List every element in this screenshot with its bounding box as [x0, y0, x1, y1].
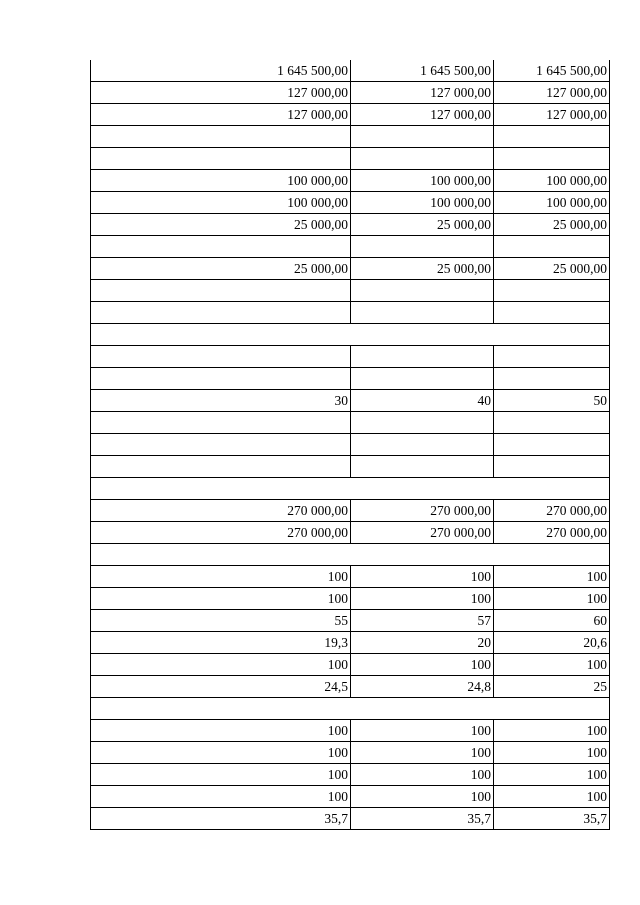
table-cell	[494, 302, 610, 324]
table-cell: 127 000,00	[351, 82, 494, 104]
table-row	[91, 764, 610, 786]
table-cell: 100	[351, 764, 494, 786]
table-cell: 127 000,00	[494, 104, 610, 126]
table-row	[91, 412, 610, 434]
table-cell: 100	[494, 742, 610, 764]
table-cell	[91, 148, 351, 170]
table-cell	[91, 302, 351, 324]
table-cell: 100 000,00	[91, 192, 351, 214]
table-cell: 270 000,00	[351, 522, 494, 544]
table-cell: 127 000,00	[351, 104, 494, 126]
table-cell	[351, 368, 494, 390]
table-row	[91, 632, 610, 654]
table-cell	[494, 434, 610, 456]
table-cell: 270 000,00	[91, 522, 351, 544]
table-row	[91, 324, 610, 346]
table-row	[91, 368, 610, 390]
table-cell: 270 000,00	[494, 500, 610, 522]
table-row	[91, 236, 610, 258]
table-cell-merged	[91, 698, 610, 720]
table-cell: 25 000,00	[494, 258, 610, 280]
table-cell: 24,8	[351, 676, 494, 698]
table-cell: 100	[351, 742, 494, 764]
table-cell	[494, 126, 610, 148]
table-cell: 100 000,00	[494, 170, 610, 192]
table-cell	[494, 148, 610, 170]
table-cell: 30	[91, 390, 351, 412]
table-cell	[91, 346, 351, 368]
table-body	[91, 60, 610, 830]
table-row	[91, 742, 610, 764]
table-cell	[91, 280, 351, 302]
table-row	[91, 654, 610, 676]
table-row	[91, 192, 610, 214]
table-cell	[494, 346, 610, 368]
table-cell: 100	[494, 588, 610, 610]
table-cell: 35,7	[91, 808, 351, 830]
table-cell-merged	[91, 544, 610, 566]
table-cell: 20	[351, 632, 494, 654]
table-cell: 100	[91, 588, 351, 610]
table-cell	[351, 148, 494, 170]
table-cell: 1 645 500,00	[351, 60, 494, 82]
table-cell: 25	[494, 676, 610, 698]
table-cell: 100 000,00	[494, 192, 610, 214]
table-cell: 25 000,00	[351, 258, 494, 280]
table-cell: 100	[351, 786, 494, 808]
table-cell: 100	[91, 566, 351, 588]
table-cell: 19,3	[91, 632, 351, 654]
table-cell: 35,7	[494, 808, 610, 830]
table-cell: 100 000,00	[351, 170, 494, 192]
table-cell	[494, 236, 610, 258]
table-cell	[91, 434, 351, 456]
table-cell	[91, 368, 351, 390]
table-row	[91, 148, 610, 170]
table-cell	[494, 368, 610, 390]
table-row	[91, 60, 610, 82]
data-table	[90, 60, 610, 830]
table-row	[91, 346, 610, 368]
table-cell: 100	[91, 764, 351, 786]
table-cell	[91, 412, 351, 434]
table-cell	[91, 236, 351, 258]
table-cell: 24,5	[91, 676, 351, 698]
table-cell: 25 000,00	[91, 214, 351, 236]
table-cell: 1 645 500,00	[494, 60, 610, 82]
table-cell: 270 000,00	[91, 500, 351, 522]
table-cell	[494, 412, 610, 434]
table-row	[91, 698, 610, 720]
table-row	[91, 126, 610, 148]
table-cell: 25 000,00	[494, 214, 610, 236]
table-cell: 127 000,00	[91, 82, 351, 104]
table-cell	[91, 126, 351, 148]
table-cell: 100	[351, 588, 494, 610]
table-cell: 50	[494, 390, 610, 412]
table-cell: 100	[494, 566, 610, 588]
table-cell: 100	[494, 764, 610, 786]
table-row	[91, 478, 610, 500]
table-row	[91, 258, 610, 280]
table-row	[91, 522, 610, 544]
table-row	[91, 588, 610, 610]
table-row	[91, 786, 610, 808]
table-cell: 270 000,00	[351, 500, 494, 522]
table-cell: 127 000,00	[494, 82, 610, 104]
table-row	[91, 434, 610, 456]
table-cell: 100	[91, 654, 351, 676]
table-row	[91, 676, 610, 698]
table-cell: 127 000,00	[91, 104, 351, 126]
table-cell	[351, 126, 494, 148]
table-cell	[494, 280, 610, 302]
table-cell-merged	[91, 478, 610, 500]
table-row	[91, 390, 610, 412]
table-cell	[351, 280, 494, 302]
table-cell: 57	[351, 610, 494, 632]
table-cell: 25 000,00	[91, 258, 351, 280]
table-cell: 25 000,00	[351, 214, 494, 236]
table-cell: 100	[91, 742, 351, 764]
table-row	[91, 302, 610, 324]
table-row	[91, 280, 610, 302]
table-cell: 100	[91, 720, 351, 742]
table-cell	[351, 346, 494, 368]
table-cell: 60	[494, 610, 610, 632]
table-cell: 100 000,00	[351, 192, 494, 214]
table-cell: 100	[351, 720, 494, 742]
table-row	[91, 104, 610, 126]
table-row	[91, 610, 610, 632]
table-row	[91, 170, 610, 192]
table-cell: 100	[494, 654, 610, 676]
table-cell: 1 645 500,00	[91, 60, 351, 82]
table-cell: 55	[91, 610, 351, 632]
table-row	[91, 566, 610, 588]
table-cell	[351, 456, 494, 478]
table-row	[91, 214, 610, 236]
table-cell	[494, 456, 610, 478]
table-cell: 100 000,00	[91, 170, 351, 192]
table-row	[91, 456, 610, 478]
table-row	[91, 808, 610, 830]
table-cell: 270 000,00	[494, 522, 610, 544]
table-cell: 100	[494, 720, 610, 742]
table-cell	[351, 412, 494, 434]
table-cell	[351, 302, 494, 324]
table-cell: 100	[351, 566, 494, 588]
table-row	[91, 544, 610, 566]
table-cell: 40	[351, 390, 494, 412]
table-cell	[351, 236, 494, 258]
table-row	[91, 720, 610, 742]
table-cell	[91, 456, 351, 478]
table-cell	[351, 434, 494, 456]
table-cell: 35,7	[351, 808, 494, 830]
table-cell: 100	[91, 786, 351, 808]
table-row	[91, 500, 610, 522]
table-cell: 100	[494, 786, 610, 808]
table-cell: 100	[351, 654, 494, 676]
table-cell: 20,6	[494, 632, 610, 654]
table-cell-merged	[91, 324, 610, 346]
table-row	[91, 82, 610, 104]
